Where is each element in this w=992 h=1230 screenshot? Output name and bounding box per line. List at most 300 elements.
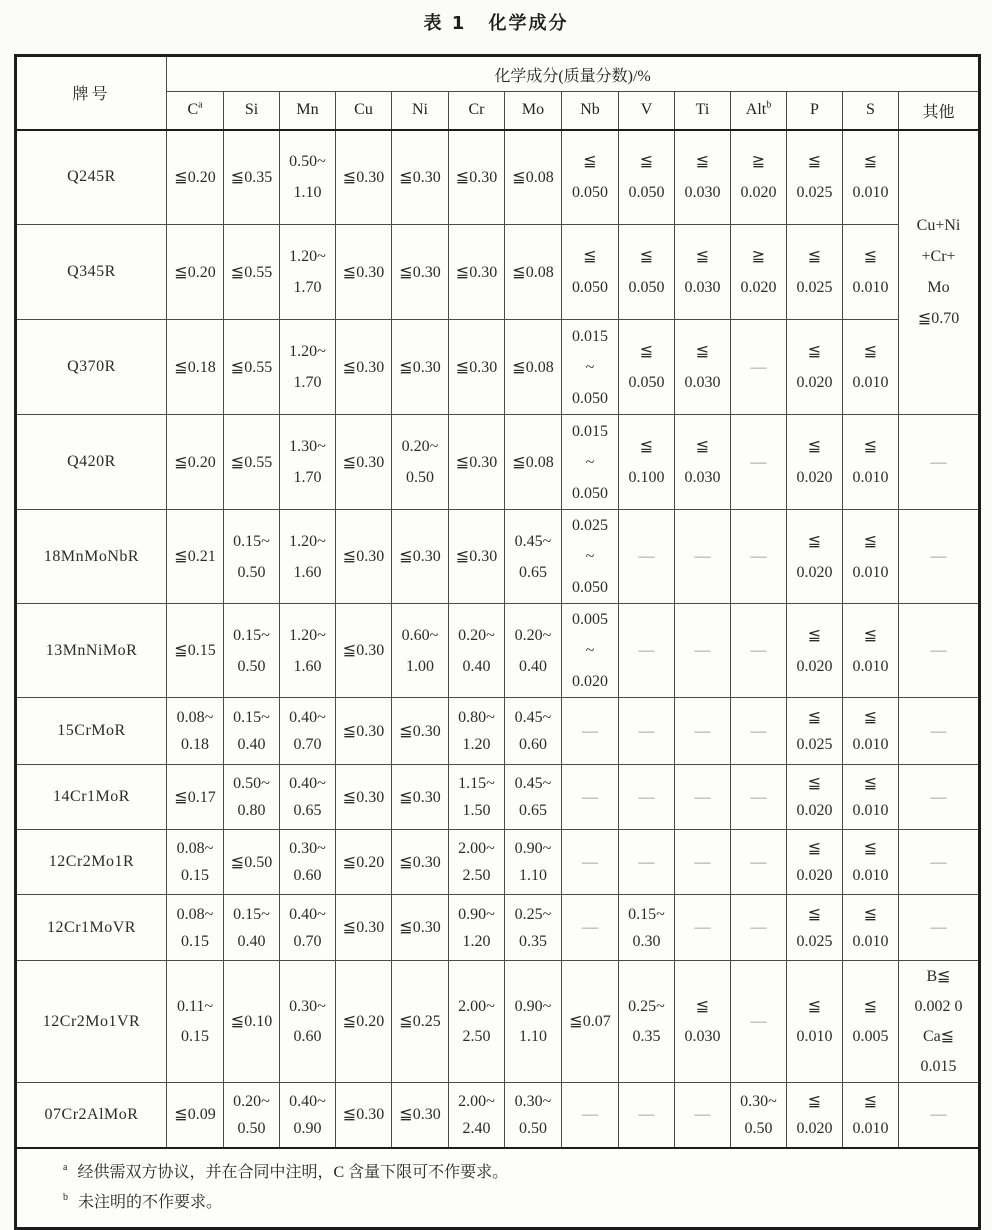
cell-Cr — [449, 698, 505, 765]
cell-line: 0.15~ — [233, 626, 270, 644]
cell-line: 0.010 — [796, 1027, 833, 1045]
cell-Ti — [675, 895, 731, 961]
cell-line: 0.030 — [684, 374, 721, 391]
cell-C — [167, 961, 224, 1083]
cell-line: 0.30~ — [514, 1092, 552, 1110]
cell-line: 0.15~ — [233, 709, 270, 726]
cell-P — [787, 961, 843, 1083]
cell-Cr — [449, 895, 505, 961]
column-header-other: 其他 — [899, 92, 980, 130]
cell-other — [899, 415, 980, 510]
cell-line: 0.050 — [628, 184, 665, 202]
cell-line: 0.65 — [519, 802, 547, 819]
grade-cell: Q420R — [16, 415, 167, 510]
cell-line: — — [694, 853, 711, 871]
cell-line: 0.90~ — [514, 997, 552, 1015]
cell-line: 0.050 — [572, 579, 608, 596]
cell-line: ≦0.30 — [455, 548, 498, 565]
cell-line: 0.050 — [628, 374, 665, 391]
cell-Si — [224, 830, 280, 895]
column-header-Alt: Alt$^b$ — [731, 92, 787, 130]
cell-other — [899, 130, 980, 415]
cell-V — [619, 225, 675, 320]
cell-line: ≦ — [583, 153, 597, 171]
cell-line: ≦0.30 — [399, 168, 441, 186]
cell-other — [899, 765, 980, 830]
cell-line: ≦0.30 — [342, 168, 385, 186]
cell-Si — [224, 604, 280, 698]
cell-line: 0.65 — [519, 563, 547, 581]
cell-line: 0.015 — [920, 1057, 957, 1075]
table-title — [0, 0, 992, 35]
cell-Ti — [675, 1083, 731, 1148]
cell-V — [619, 320, 675, 415]
cell-Mn — [280, 1083, 336, 1148]
cell-line: ≦0.30 — [399, 722, 441, 740]
cell-Ni — [392, 765, 449, 830]
cell-C — [167, 698, 224, 765]
column-header-S: S — [843, 92, 899, 130]
cell-line: 0.35 — [519, 932, 547, 950]
cell-line: 1.20~ — [289, 248, 326, 265]
cell-P — [787, 510, 843, 604]
cell-line: ≦ — [807, 840, 822, 857]
cell-line: 0.60 — [293, 1027, 322, 1045]
cell-line: 0.90~ — [514, 840, 552, 857]
cell-line: 2.50 — [462, 867, 491, 884]
cell-line: 1.50 — [462, 802, 491, 819]
cell-line: ~ — [585, 358, 595, 376]
cell-line: ≦ — [639, 438, 654, 455]
cell-Cu — [336, 320, 392, 415]
grade-cell: Q245R — [16, 130, 167, 225]
cell-line: 1.70 — [293, 374, 322, 391]
cell-line: ~ — [585, 453, 595, 471]
cell-Mo — [505, 830, 562, 895]
cell-line: ≦0.20 — [174, 168, 216, 186]
table-row — [16, 698, 980, 765]
cell-V — [619, 961, 675, 1083]
cell-Ni — [392, 895, 449, 961]
cell-line: — — [930, 453, 947, 471]
cell-V — [619, 510, 675, 604]
cell-Cr — [449, 1083, 505, 1148]
cell-line: — — [750, 853, 767, 871]
cell-C — [167, 320, 224, 415]
cell-line: 0.15~ — [233, 532, 270, 550]
cell-Si — [224, 961, 280, 1083]
cell-line: 0.050 — [572, 279, 608, 296]
cell-line: ≦0.17 — [174, 788, 216, 806]
cell-line: ≦ — [639, 153, 654, 171]
cell-line: 2.00~ — [458, 840, 495, 857]
table-name: 化学成分 — [488, 13, 569, 34]
cell-line: 0.020 — [796, 469, 833, 486]
cell-Alt — [731, 1083, 787, 1148]
cell-line: 1.20~ — [289, 532, 326, 550]
cell-V — [619, 830, 675, 895]
cell-Cu — [336, 510, 392, 604]
table-row — [16, 415, 980, 510]
cell-line: 0.15 — [181, 1027, 209, 1045]
cell-S — [843, 320, 899, 415]
cell-V — [619, 765, 675, 830]
cell-line: ≦0.30 — [342, 358, 385, 376]
cell-Nb — [562, 415, 619, 510]
cell-line: 0.25~ — [514, 905, 552, 923]
cell-line: 0.45~ — [514, 709, 552, 726]
cell-line: ≦0.30 — [342, 1106, 385, 1124]
grade-cell: 12Cr2Mo1VR — [16, 961, 167, 1083]
table-header — [16, 56, 980, 130]
cell-line: 0.020 — [572, 673, 608, 690]
cell-Cr — [449, 225, 505, 320]
cell-Mo — [505, 895, 562, 961]
cell-S — [843, 510, 899, 604]
cell-Nb — [562, 604, 619, 698]
cell-Ni — [392, 225, 449, 320]
cell-line: ≦0.30 — [342, 548, 385, 565]
cell-line: 0.010 — [852, 657, 889, 675]
cell-line: 0.005 — [852, 1027, 889, 1045]
cell-line: 0.30~ — [740, 1092, 777, 1110]
column-header-Si: Si — [224, 92, 280, 130]
cell-Nb — [562, 765, 619, 830]
cell-line: ≧ — [751, 153, 766, 171]
cell-line: — — [694, 919, 711, 936]
cell-line: 0.60 — [519, 736, 547, 753]
table-row — [16, 830, 980, 895]
cell-Mo — [505, 320, 562, 415]
cell-line: ≦0.30 — [455, 453, 498, 471]
cell-line: ≦ — [807, 626, 822, 644]
cell-S — [843, 415, 899, 510]
cell-line: 1.15~ — [458, 775, 495, 792]
cell-other — [899, 895, 980, 961]
cell-line: — — [930, 722, 947, 740]
cell-line: 0.30~ — [289, 997, 326, 1015]
grade-cell: Q345R — [16, 225, 167, 320]
cell-line: 0.025 — [796, 736, 833, 753]
cell-line: ≦0.18 — [174, 358, 216, 376]
cell-line: ≧ — [751, 248, 766, 265]
cell-line: ≦ — [807, 343, 822, 360]
cell-line: 1.20~ — [289, 626, 326, 644]
cell-other — [899, 1083, 980, 1148]
cell-line: ≦ — [863, 775, 878, 792]
cell-line: +Cr+ — [921, 248, 956, 266]
chemical-composition-table — [14, 54, 981, 1230]
cell-Nb — [562, 961, 619, 1083]
cell-Si — [224, 225, 280, 320]
grade-column-header: 牌号 — [16, 56, 167, 130]
cell-line: — — [750, 642, 767, 659]
cell-line: 0.11~ — [176, 997, 214, 1015]
cell-line: ≦0.30 — [399, 1106, 441, 1124]
cell-P — [787, 830, 843, 895]
cell-line: ≦0.30 — [342, 453, 385, 471]
cell-Alt — [731, 225, 787, 320]
table-row — [16, 320, 980, 415]
footnote-marker: a — [63, 1162, 68, 1174]
cell-Mn — [280, 320, 336, 415]
cell-line: 0.010 — [852, 279, 889, 296]
cell-Nb — [562, 510, 619, 604]
grade-cell: 18MnMoNbR — [16, 510, 167, 604]
cell-Si — [224, 1083, 280, 1148]
cell-V — [619, 1083, 675, 1148]
cell-line: 0.70 — [293, 932, 322, 950]
cell-line: 0.40~ — [289, 1092, 326, 1110]
cell-line: — — [750, 358, 767, 376]
cell-P — [787, 765, 843, 830]
cell-line: 0.70 — [293, 736, 322, 753]
cell-Ni — [392, 320, 449, 415]
cell-Cu — [336, 765, 392, 830]
cell-line: 1.20~ — [289, 343, 326, 360]
cell-line: ≦0.15 — [174, 642, 216, 659]
cell-line: ≦ — [807, 153, 822, 171]
cell-line: ≦ — [807, 438, 822, 455]
cell-line: ≦ — [863, 905, 878, 923]
cell-Nb — [562, 1083, 619, 1148]
cell-line: 0.50 — [237, 657, 266, 675]
cell-Nb — [562, 130, 619, 225]
cell-line: 0.020 — [796, 1119, 833, 1137]
cell-line: 0.020 — [740, 184, 777, 202]
column-header-V: V — [619, 92, 675, 130]
cell-line: 0.030 — [684, 469, 721, 486]
cell-line: 0.60~ — [401, 626, 439, 644]
cell-line: ≦ — [863, 840, 878, 857]
cell-line: ≦0.30 — [399, 548, 441, 565]
cell-line: ≦ — [863, 626, 878, 644]
cell-Mn — [280, 415, 336, 510]
cell-line: 0.050 — [572, 484, 608, 502]
cell-line: — — [694, 1106, 711, 1124]
cell-line: ≦0.30 — [399, 263, 441, 281]
cell-P — [787, 415, 843, 510]
cell-line: 0.80 — [237, 802, 266, 819]
footnotes-cell — [16, 1148, 980, 1229]
cell-line: ≦ — [863, 153, 878, 171]
cell-Mn — [280, 765, 336, 830]
cell-line: 0.030 — [684, 1027, 721, 1045]
cell-line: — — [582, 788, 598, 806]
cell-V — [619, 415, 675, 510]
cell-line: — — [694, 548, 711, 565]
cell-V — [619, 698, 675, 765]
cell-Alt — [731, 130, 787, 225]
cell-line: — — [694, 722, 711, 740]
cell-Mo — [505, 415, 562, 510]
cell-Cr — [449, 830, 505, 895]
cell-Mn — [280, 830, 336, 895]
cell-line: 0.030 — [684, 184, 721, 202]
cell-line: 0.40 — [237, 932, 266, 950]
table-row — [16, 130, 980, 225]
cell-line: 0.40~ — [289, 709, 326, 726]
column-header-C: $C^a$ — [167, 92, 224, 130]
cell-Cu — [336, 415, 392, 510]
cell-line: — — [694, 788, 711, 806]
cell-line: 0.010 — [852, 374, 889, 391]
cell-line: ≦ — [807, 532, 822, 550]
cell-line: 0.020 — [740, 279, 777, 296]
cell-line: 1.10 — [519, 867, 547, 884]
cell-line: 0.010 — [852, 802, 889, 819]
cell-Mn — [280, 895, 336, 961]
cell-Ni — [392, 510, 449, 604]
cell-line: ≦0.08 — [512, 263, 554, 281]
cell-line: — — [582, 1106, 598, 1124]
cell-S — [843, 830, 899, 895]
cell-Mo — [505, 130, 562, 225]
cell-Ti — [675, 698, 731, 765]
cell-Ni — [392, 130, 449, 225]
cell-line: ≦0.20 — [174, 453, 216, 471]
grade-cell: 07Cr2AlMoR — [16, 1083, 167, 1148]
cell-Ni — [392, 1083, 449, 1148]
cell-Cr — [449, 130, 505, 225]
cell-line: 0.40 — [519, 657, 547, 675]
cell-P — [787, 1083, 843, 1148]
cell-Ti — [675, 830, 731, 895]
cell-other — [899, 830, 980, 895]
cell-line: 0.60 — [293, 867, 322, 884]
cell-line: ≦0.25 — [399, 1012, 441, 1030]
cell-line: 0.90 — [293, 1119, 322, 1137]
cell-line: — — [638, 788, 655, 806]
cell-line: 0.25~ — [628, 997, 665, 1015]
cell-Ti — [675, 510, 731, 604]
cell-line: 0.15~ — [628, 905, 665, 923]
cell-line: 0.020 — [796, 374, 833, 391]
cell-V — [619, 604, 675, 698]
cell-line: ~ — [585, 642, 595, 659]
cell-line: ≦0.30 — [342, 263, 385, 281]
cell-Mo — [505, 698, 562, 765]
cell-line: — — [750, 1012, 767, 1030]
cell-V — [619, 130, 675, 225]
cell-Mo — [505, 765, 562, 830]
cell-Ti — [675, 130, 731, 225]
cell-Alt — [731, 895, 787, 961]
cell-line: 0.050 — [572, 184, 608, 202]
cell-line: 2.00~ — [458, 1092, 495, 1110]
cell-line: 0.20~ — [458, 626, 495, 644]
cell-P — [787, 320, 843, 415]
cell-line: 0.100 — [628, 469, 665, 486]
table-row — [16, 225, 980, 320]
cell-line: Ca≦ — [922, 1027, 955, 1045]
cell-Si — [224, 895, 280, 961]
cell-line: ≦ — [695, 438, 710, 455]
cell-line: — — [930, 548, 947, 565]
cell-line: — — [930, 853, 947, 871]
cell-line: ≦ — [639, 343, 654, 360]
cell-line: — — [930, 1106, 947, 1124]
cell-line: ≦0.07 — [569, 1012, 611, 1030]
cell-other — [899, 698, 980, 765]
cell-S — [843, 961, 899, 1083]
cell-line: ≦0.08 — [512, 358, 554, 376]
cell-line: 0.025 — [796, 184, 833, 202]
cell-line: ≦ — [863, 343, 878, 360]
cell-line: 0.80~ — [458, 709, 495, 726]
cell-line: 0.40 — [462, 657, 491, 675]
cell-Mo — [505, 225, 562, 320]
cell-Cr — [449, 961, 505, 1083]
table-body — [16, 130, 980, 1148]
cell-line: ≦0.30 — [342, 788, 385, 806]
cell-S — [843, 1083, 899, 1148]
cell-Cu — [336, 225, 392, 320]
cell-line: — — [638, 1106, 655, 1124]
cell-line: ≦ — [807, 709, 822, 726]
cell-line: 0.20~ — [514, 626, 552, 644]
cell-Nb — [562, 830, 619, 895]
cell-line: 0.15~ — [233, 905, 270, 923]
grade-cell: 14Cr1MoR — [16, 765, 167, 830]
cell-Mn — [280, 698, 336, 765]
cell-Mn — [280, 604, 336, 698]
superscript-marker: a — [198, 99, 203, 111]
cell-Ti — [675, 604, 731, 698]
cell-S — [843, 604, 899, 698]
cell-line: — — [582, 853, 598, 871]
cell-line: 0.40~ — [289, 905, 326, 923]
cell-Nb — [562, 225, 619, 320]
cell-line: 0.40 — [237, 736, 266, 753]
cell-S — [843, 225, 899, 320]
cell-line: 0.020 — [796, 867, 833, 884]
cell-line: 0.025 — [796, 279, 833, 296]
cell-line: 1.70 — [293, 279, 322, 296]
cell-line: 0.015 — [572, 422, 608, 440]
cell-Ni — [392, 961, 449, 1083]
cell-Si — [224, 765, 280, 830]
cell-line: 0.50~ — [233, 775, 270, 792]
column-header-P: P — [787, 92, 843, 130]
cell-Nb — [562, 698, 619, 765]
column-header-Ni: Ni — [392, 92, 449, 130]
cell-Cr — [449, 320, 505, 415]
cell-line: ≦0.30 — [342, 722, 385, 740]
table-row — [16, 1083, 980, 1148]
cell-line: 0.010 — [852, 932, 889, 950]
cell-line: 0.50 — [237, 1119, 266, 1137]
cell-P — [787, 604, 843, 698]
cell-line: ≦0.09 — [174, 1106, 216, 1124]
cell-C — [167, 765, 224, 830]
cell-P — [787, 895, 843, 961]
cell-Mo — [505, 604, 562, 698]
cell-line: ≦0.30 — [342, 642, 385, 659]
cell-line: 0.50 — [237, 563, 266, 581]
cell-line: ≦0.30 — [399, 919, 441, 936]
cell-line: ≦0.08 — [512, 453, 554, 471]
cell-line: 0.50~ — [289, 153, 326, 171]
cell-S — [843, 895, 899, 961]
cell-Mo — [505, 510, 562, 604]
cell-Si — [224, 415, 280, 510]
cell-line: 0.50 — [406, 469, 434, 486]
cell-Ni — [392, 604, 449, 698]
cell-line: 0.010 — [852, 1119, 889, 1137]
cell-line: 0.002 0 — [914, 997, 963, 1015]
cell-C — [167, 830, 224, 895]
